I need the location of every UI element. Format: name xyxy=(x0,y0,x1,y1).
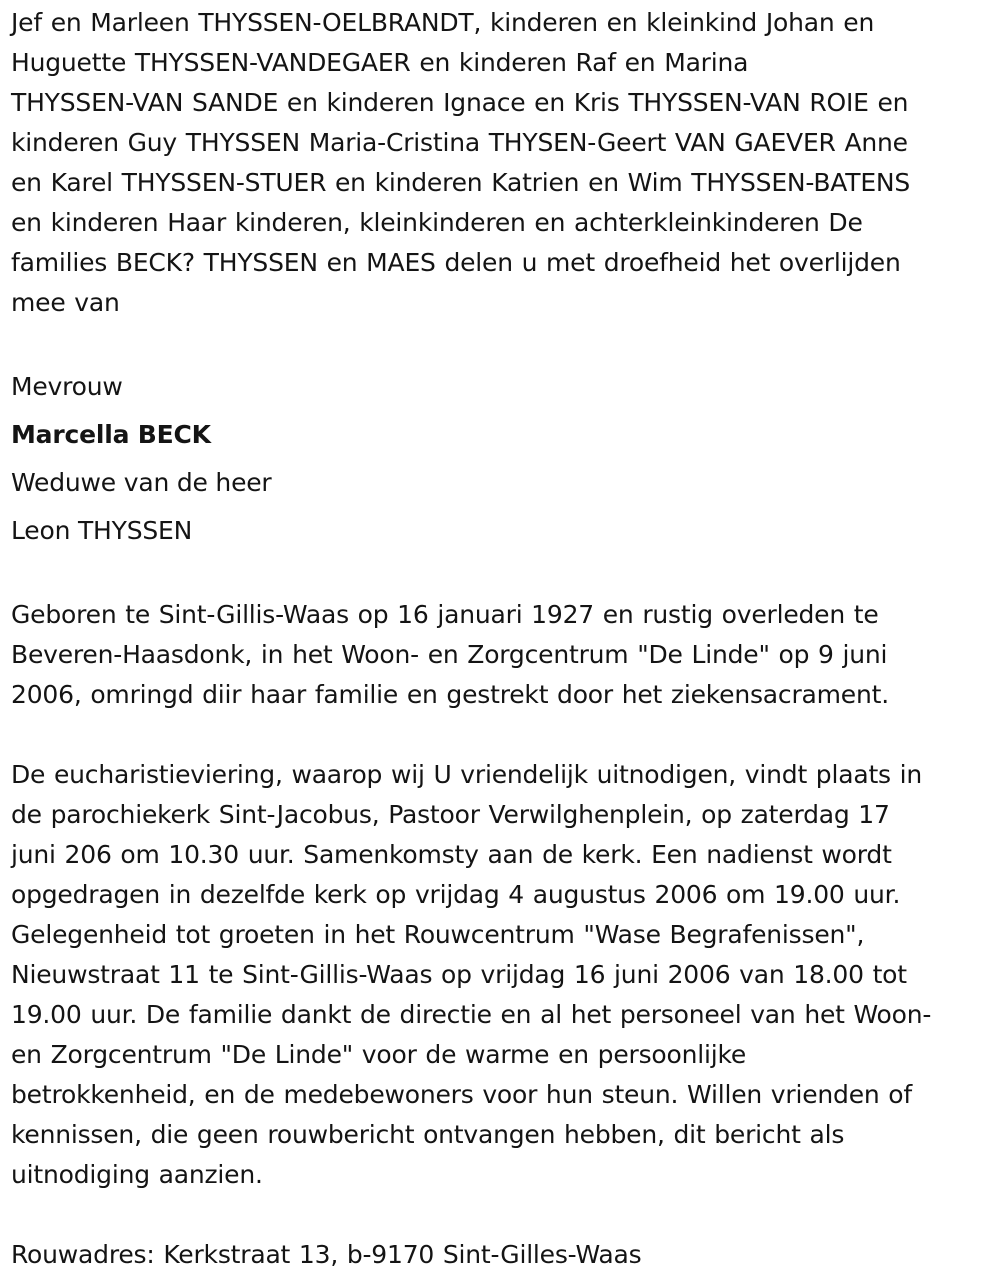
ceremony-line: uitnodiging aanzien. xyxy=(11,1160,263,1189)
spacer xyxy=(11,555,996,595)
announcement-line: Jef en Marleen THYSSEN-OELBRANDT, kinderen en kleinkind Johan en xyxy=(11,8,875,37)
announcement-line: en kinderen Haar kinderen, kleinkinderen en achterkleinkinderen De xyxy=(11,208,863,237)
ceremony-line: De eucharistieviering, waarop wij U vriendelijk uitnodigen, vindt plaats in xyxy=(11,760,923,789)
announcement-line: THYSSEN-VAN SANDE en kinderen Ignace en Kris THYSSEN-VAN ROIE en xyxy=(11,88,909,117)
salutation: Mevrouw xyxy=(11,372,123,401)
ceremony-line: 19.00 uur. De familie dankt de directie en al het personeel van het Woon- xyxy=(11,1000,932,1029)
spouse-name: Leon THYSSEN xyxy=(11,516,193,545)
birth-death-line: Beveren-Haasdonk, in het Woon- en Zorgcentrum "De Linde" op 9 juni xyxy=(11,640,888,669)
relation: Weduwe van de heer xyxy=(11,468,272,497)
ceremony-paragraph xyxy=(11,755,996,1195)
ceremony-line: kennissen, die geen rouwbericht ontvangen hebben, dit bericht als xyxy=(11,1120,845,1149)
birth-death-line: Geboren te Sint-Gillis-Waas op 16 januari 1927 en rustig overleden te xyxy=(11,600,879,629)
deceased-name: Marcella BECK xyxy=(11,420,211,449)
ceremony-line: de parochiekerk Sint-Jacobus, Pastoor Verwilghenplein, op zaterdag 17 xyxy=(11,800,890,829)
address-line: Rouwadres: Kerkstraat 13, b-9170 Sint-Gilles-Waas xyxy=(11,1240,642,1269)
ceremony-line: Nieuwstraat 11 te Sint-Gillis-Waas op vrijdag 16 juni 2006 van 18.00 tot xyxy=(11,960,907,989)
spacer xyxy=(11,323,996,363)
ceremony-line: en Zorgcentrum "De Linde" voor de warme en persoonlijke xyxy=(11,1040,747,1069)
ceremony-line: Gelegenheid tot groeten in het Rouwcentrum "Wase Begrafenissen", xyxy=(11,920,865,949)
announcement-line: families BECK? THYSSEN en MAES delen u met droefheid het overlijden xyxy=(11,248,901,277)
announcement-line: kinderen Guy THYSSEN Maria-Cristina THYSEN-Geert VAN GAEVER Anne xyxy=(11,128,908,157)
spacer xyxy=(11,1195,996,1235)
announcement-line: en Karel THYSSEN-STUER en kinderen Katrien en Wim THYSSEN-BATENS xyxy=(11,168,911,197)
mourning-address xyxy=(11,1235,996,1275)
announcement-paragraph xyxy=(11,3,996,323)
ceremony-line: betrokkenheid, en de medebewoners voor hun steun. Willen vrienden of xyxy=(11,1080,912,1109)
birth-death-line: 2006, omringd diir haar familie en gestrekt door het ziekensacrament. xyxy=(11,680,889,709)
spacer xyxy=(11,715,996,755)
ceremony-line: opgedragen in dezelfde kerk op vrijdag 4 augustus 2006 om 19.00 uur. xyxy=(11,880,901,909)
announcement-line: mee van xyxy=(11,288,120,317)
deceased-block xyxy=(11,363,996,555)
announcement-line: Huguette THYSSEN-VANDEGAER en kinderen Raf en Marina xyxy=(11,48,749,77)
ceremony-line: juni 206 om 10.30 uur. Samenkomsty aan de kerk. Een nadienst wordt xyxy=(11,840,892,869)
birth-death-paragraph xyxy=(11,595,996,715)
